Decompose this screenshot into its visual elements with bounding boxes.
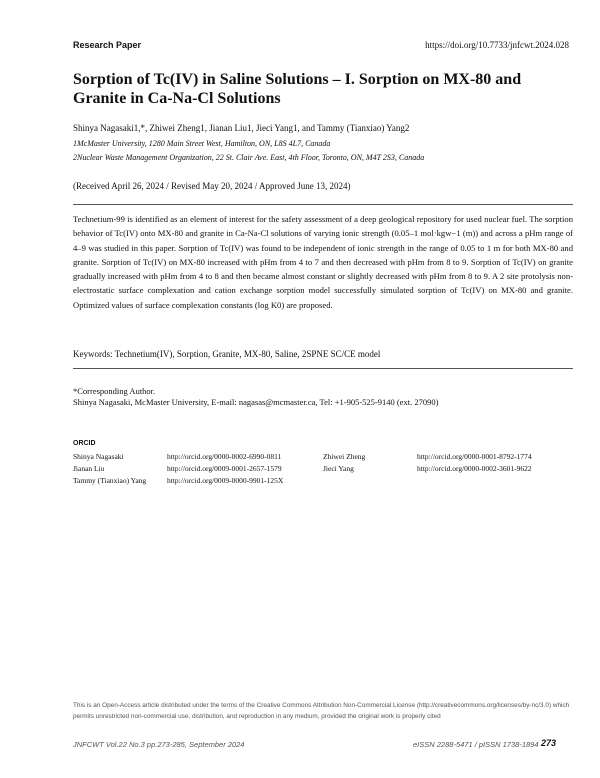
article-type-label: Research Paper: [73, 40, 142, 50]
corresponding-author-label: *Corresponding Author.: [73, 386, 156, 396]
orcid-heading: ORCID: [73, 440, 96, 447]
orcid-link[interactable]: http://orcid.org/0000-0001-8792-1774: [417, 452, 532, 461]
orcid-author-name: Jieci Yang: [323, 464, 354, 473]
orcid-link[interactable]: http://orcid.org/0009-0001-2657-1579: [167, 464, 282, 473]
orcid-author-name: Zhiwei Zheng: [323, 452, 366, 461]
orcid-link[interactable]: http://orcid.org/0000-0002-6990-0811: [167, 452, 282, 461]
keywords: Keywords: Technetium(IV), Sorption, Granite, MX-80, Saline, 2SPNE SC/CE model: [73, 349, 381, 359]
orcid-link[interactable]: http://orcid.org/0009-0000-9901-125X: [167, 476, 284, 485]
corresponding-author-contact: Shinya Nagasaki, McMaster University, E-mail: nagasas@mcmaster.ca, Tel: +1-905-525-9140 (ext. 27090): [73, 397, 439, 407]
affiliation-2: 2Nuclear Waste Management Organization, 22 St. Clair Ave. East, 4th Floor, Toronto, ON, M4T 2S3, Canada: [73, 153, 425, 162]
journal-citation: JNFCWT Vol.22 No.3 pp.273-285, September 2024: [73, 740, 245, 749]
doi-link[interactable]: https://doi.org/10.7733/jnfcwt.2024.028: [425, 40, 569, 50]
abstract-text: Technetium-99 is identified as an element of interest for the safety assessment of a deep geological repository for used nuclear fuel. The sorption behavior of Tc(IV) onto MX-80 and granite in Ca-Na-Cl solutions of varying ionic strength (0.05–1 mol·kgw−1 (m)) and across a pHm range of 4–9 was studied in this paper. Sorption of Tc(IV) was found to be independent of ionic strength in the range of 0.05 to 1 m for both MX-80 and granite. Sorption of Tc(IV) on MX-80 increased with pHm from 4 to 7 and then decreased with pHm from 8 to 9. Sorption of Tc(IV) on granite gradually increased with pHm from 4 to 8 and then became almost constant or slightly decreased with pHm from 8 to 9. A 2 site protolysis non-electrostatic surface complexation and cation exchange sorption model successfully simulated sorption of Tc(IV) on MX-80 and granite. Optimized values of surface complexation constants (log K0) are proposed.: [73, 214, 573, 310]
abstract-top-rule: [73, 204, 573, 205]
orcid-link[interactable]: http://orcid.org/0000-0002-3601-9622: [417, 464, 532, 473]
issn-info: eISSN 2288-5471 / pISSN 1738-1894: [413, 740, 539, 749]
author-list: Shinya Nagasaki1,*, Zhiwei Zheng1, Jianan Liu1, Jieci Yang1, and Tammy (Tianxiao) Yang2: [73, 123, 410, 133]
license-notice: This is an Open-Access article distributed under the terms of the Creative Commons Attribution Non-Commercial License (http://creativecommons.org/licenses/by-nc/3.0) which permits unrestricted non-commercial use, distribution, and reproduction in any medium, provided the original work is properly cited: [73, 702, 570, 720]
abstract-bottom-rule: [73, 368, 573, 369]
page-number: 273: [541, 738, 557, 748]
orcid-row: [73, 476, 573, 488]
received-dates: (Received April 26, 2024 / Revised May 20, 2024 / Approved June 13, 2024): [73, 181, 351, 191]
orcid-row: [73, 464, 573, 476]
orcid-author-name: Jianan Liu: [73, 464, 105, 473]
affiliation-1: 1McMaster University, 1280 Main Street West, Hamilton, ON, L8S 4L7, Canada: [73, 139, 331, 148]
orcid-author-name: Shinya Nagasaki: [73, 452, 124, 461]
orcid-author-name: Tammy (Tianxiao) Yang: [73, 476, 147, 485]
orcid-row: [73, 452, 573, 464]
paper-title: Sorption of Tc(IV) in Saline Solutions – I. Sorption on MX-80 and Granite in Ca-Na-Cl Solutions: [73, 71, 522, 107]
